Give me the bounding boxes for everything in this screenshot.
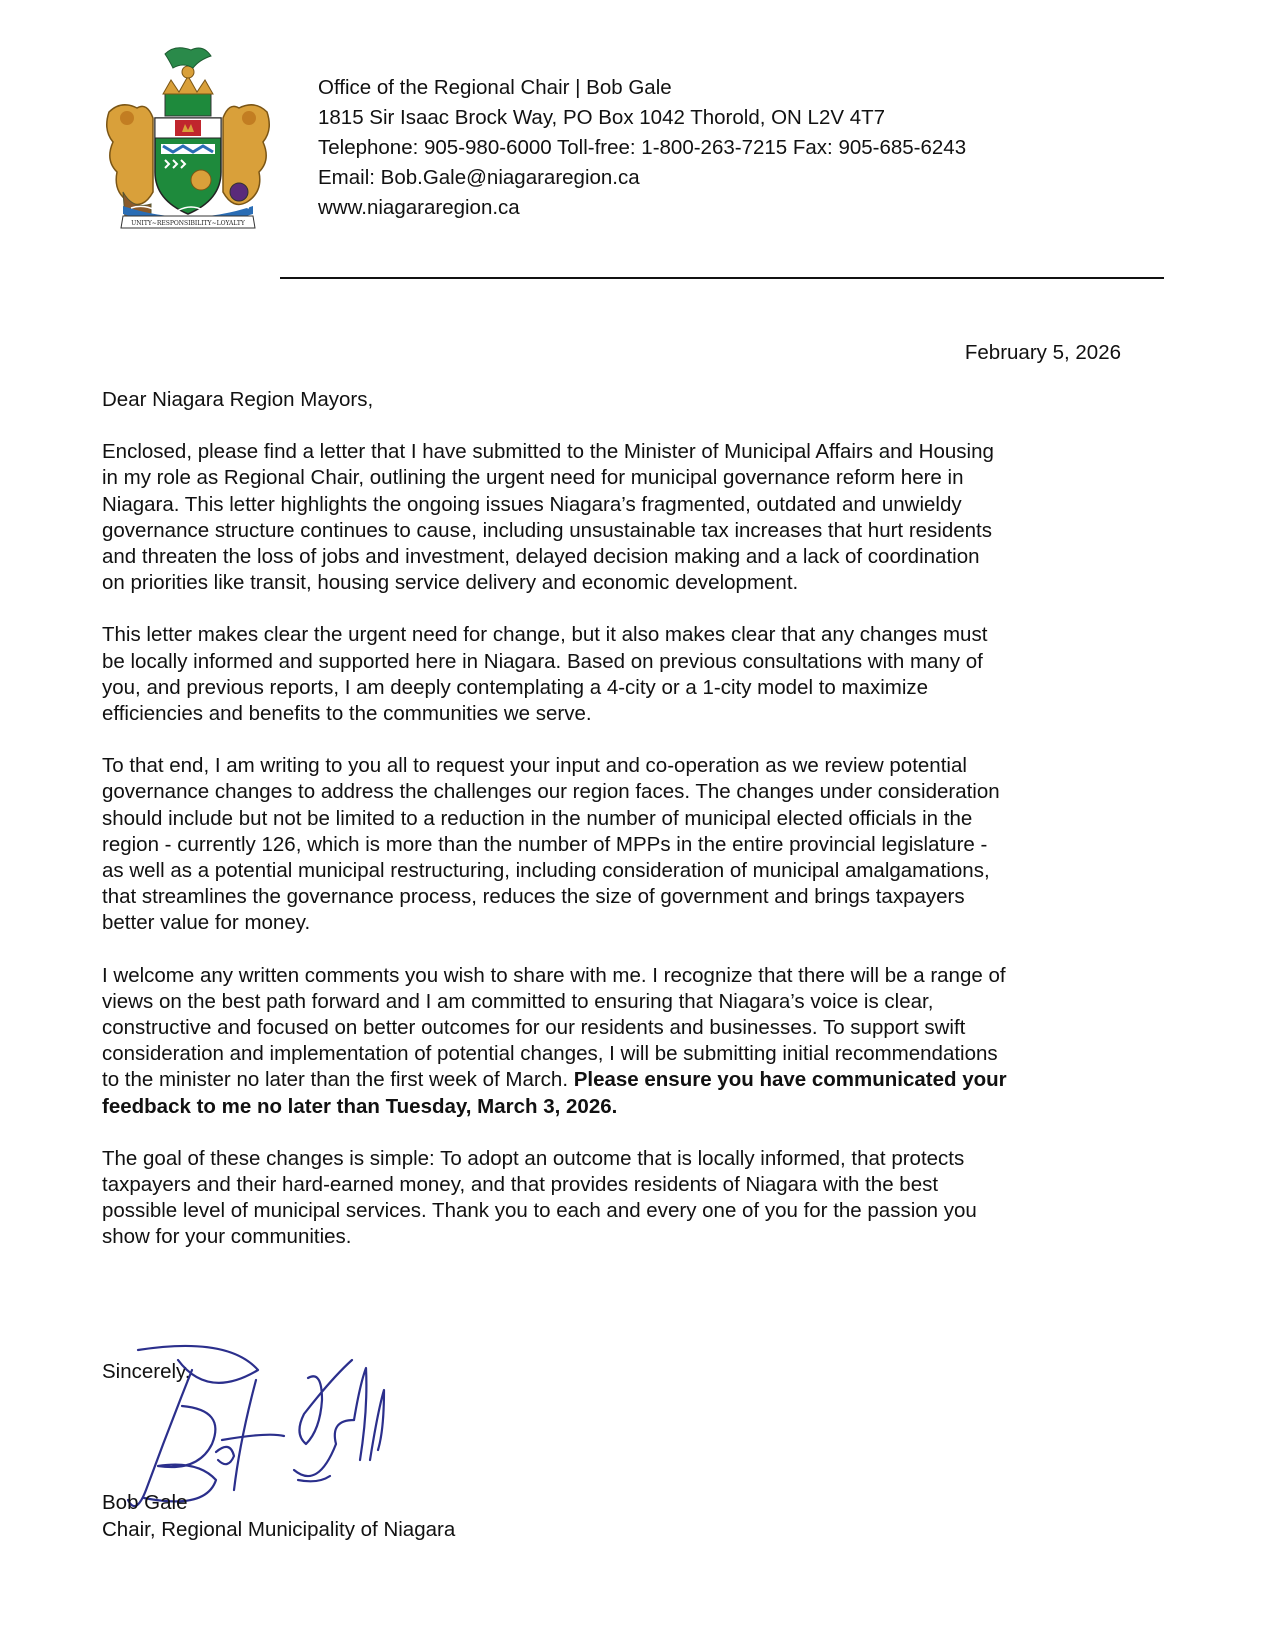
letter-date: February 5, 2026 xyxy=(964,341,1121,364)
letterhead-address: 1815 Sir Isaac Brock Way, PO Box 1042 Thorold, ON L2V 4T7 xyxy=(318,106,886,129)
paragraph-3: To that end, I am writing to you all to request your input and co-operation as we review potential governance changes to address the challenges our region faces. The changes under consideration should include but not be limited to a reduction in the number of municipal elected officials in the region - currently 126, which is more than the number of MPPs in the entire provincial legislature - as well as a potential municipal restructuring, including consideration of municipal amalgamations, that streamlines the governance process, reduces the size of government and brings taxpayers better value for money. xyxy=(102,754,1000,935)
regional-crest-icon xyxy=(103,42,273,232)
paragraph-4 xyxy=(102,963,1007,1120)
header-divider xyxy=(280,277,1164,279)
letterhead-office: Office of the Regional Chair | Bob Gale xyxy=(318,76,672,99)
salutation: Dear Niagara Region Mayors, xyxy=(102,388,374,411)
signer-title: Chair, Regional Municipality of Niagara xyxy=(102,1517,456,1541)
crest-motto: UNITY~RESPONSIBILITY~LOYALTY xyxy=(131,220,245,227)
letterhead-phone: Telephone: 905-980-6000 Toll-free: 1-800-263-7215 Fax: 905-685-6243 xyxy=(318,136,967,159)
paragraph-5: The goal of these changes is simple: To adopt an outcome that is locally informed, that protects taxpayers and their hard-earned money, and that provides residents of Niagara with the best possible level of municipal services. Thank you to each and every one of you for the passion you show for your communities. xyxy=(102,1146,977,1249)
paragraph-1: Enclosed, please find a letter that I have submitted to the Minister of Municipal Affairs and Housing in my role as Regional Chair, outlining the urgent need for municipal governance reform here in Niagara. This letter highlights the ongoing issues Niagara’s fragmented, outdated and unwieldy governance structure continues to cause, including unsustainable tax increases that hurt residents and threaten the loss of jobs and investment, delayed decision making and a lack of coordination on priorities like transit, housing service delivery and economic development. xyxy=(102,440,994,595)
letterhead-email: Email: Bob.Gale@niagararegion.ca xyxy=(318,166,640,189)
closing: Sincerely, xyxy=(102,1360,191,1383)
signer-block xyxy=(102,1490,455,1543)
letterhead-website: www.niagararegion.ca xyxy=(318,196,520,219)
paragraph-2: This letter makes clear the urgent need for change, but it also makes clear that any changes must be locally informed and supported here in Niagara. Based on previous consultations with many of you, and previous reports, I am deeply contemplating a 4-city or a 1-city model to maximize efficiencies and benefits to the communities we serve. xyxy=(102,623,988,726)
letter-body xyxy=(102,387,1007,1277)
feedback-deadline: Please ensure you have communicated your feedback to me no later than Tuesday, March 3, 2026. xyxy=(102,1068,1007,1118)
letterhead xyxy=(318,73,966,223)
signer-name: Bob Gale xyxy=(102,1491,188,1514)
paragraph-4-text: I welcome any written comments you wish to share with me. I recognize that there will be a range of views on the best path forward and I am committed to ensuring that Niagara’s voice is clear, constructive and focused on better outcomes for our residents and businesses. To support swift consideration and implementation of potential changes, I will be submitting initial recommendations to the minister no later than the first week of March. xyxy=(102,963,1006,1092)
